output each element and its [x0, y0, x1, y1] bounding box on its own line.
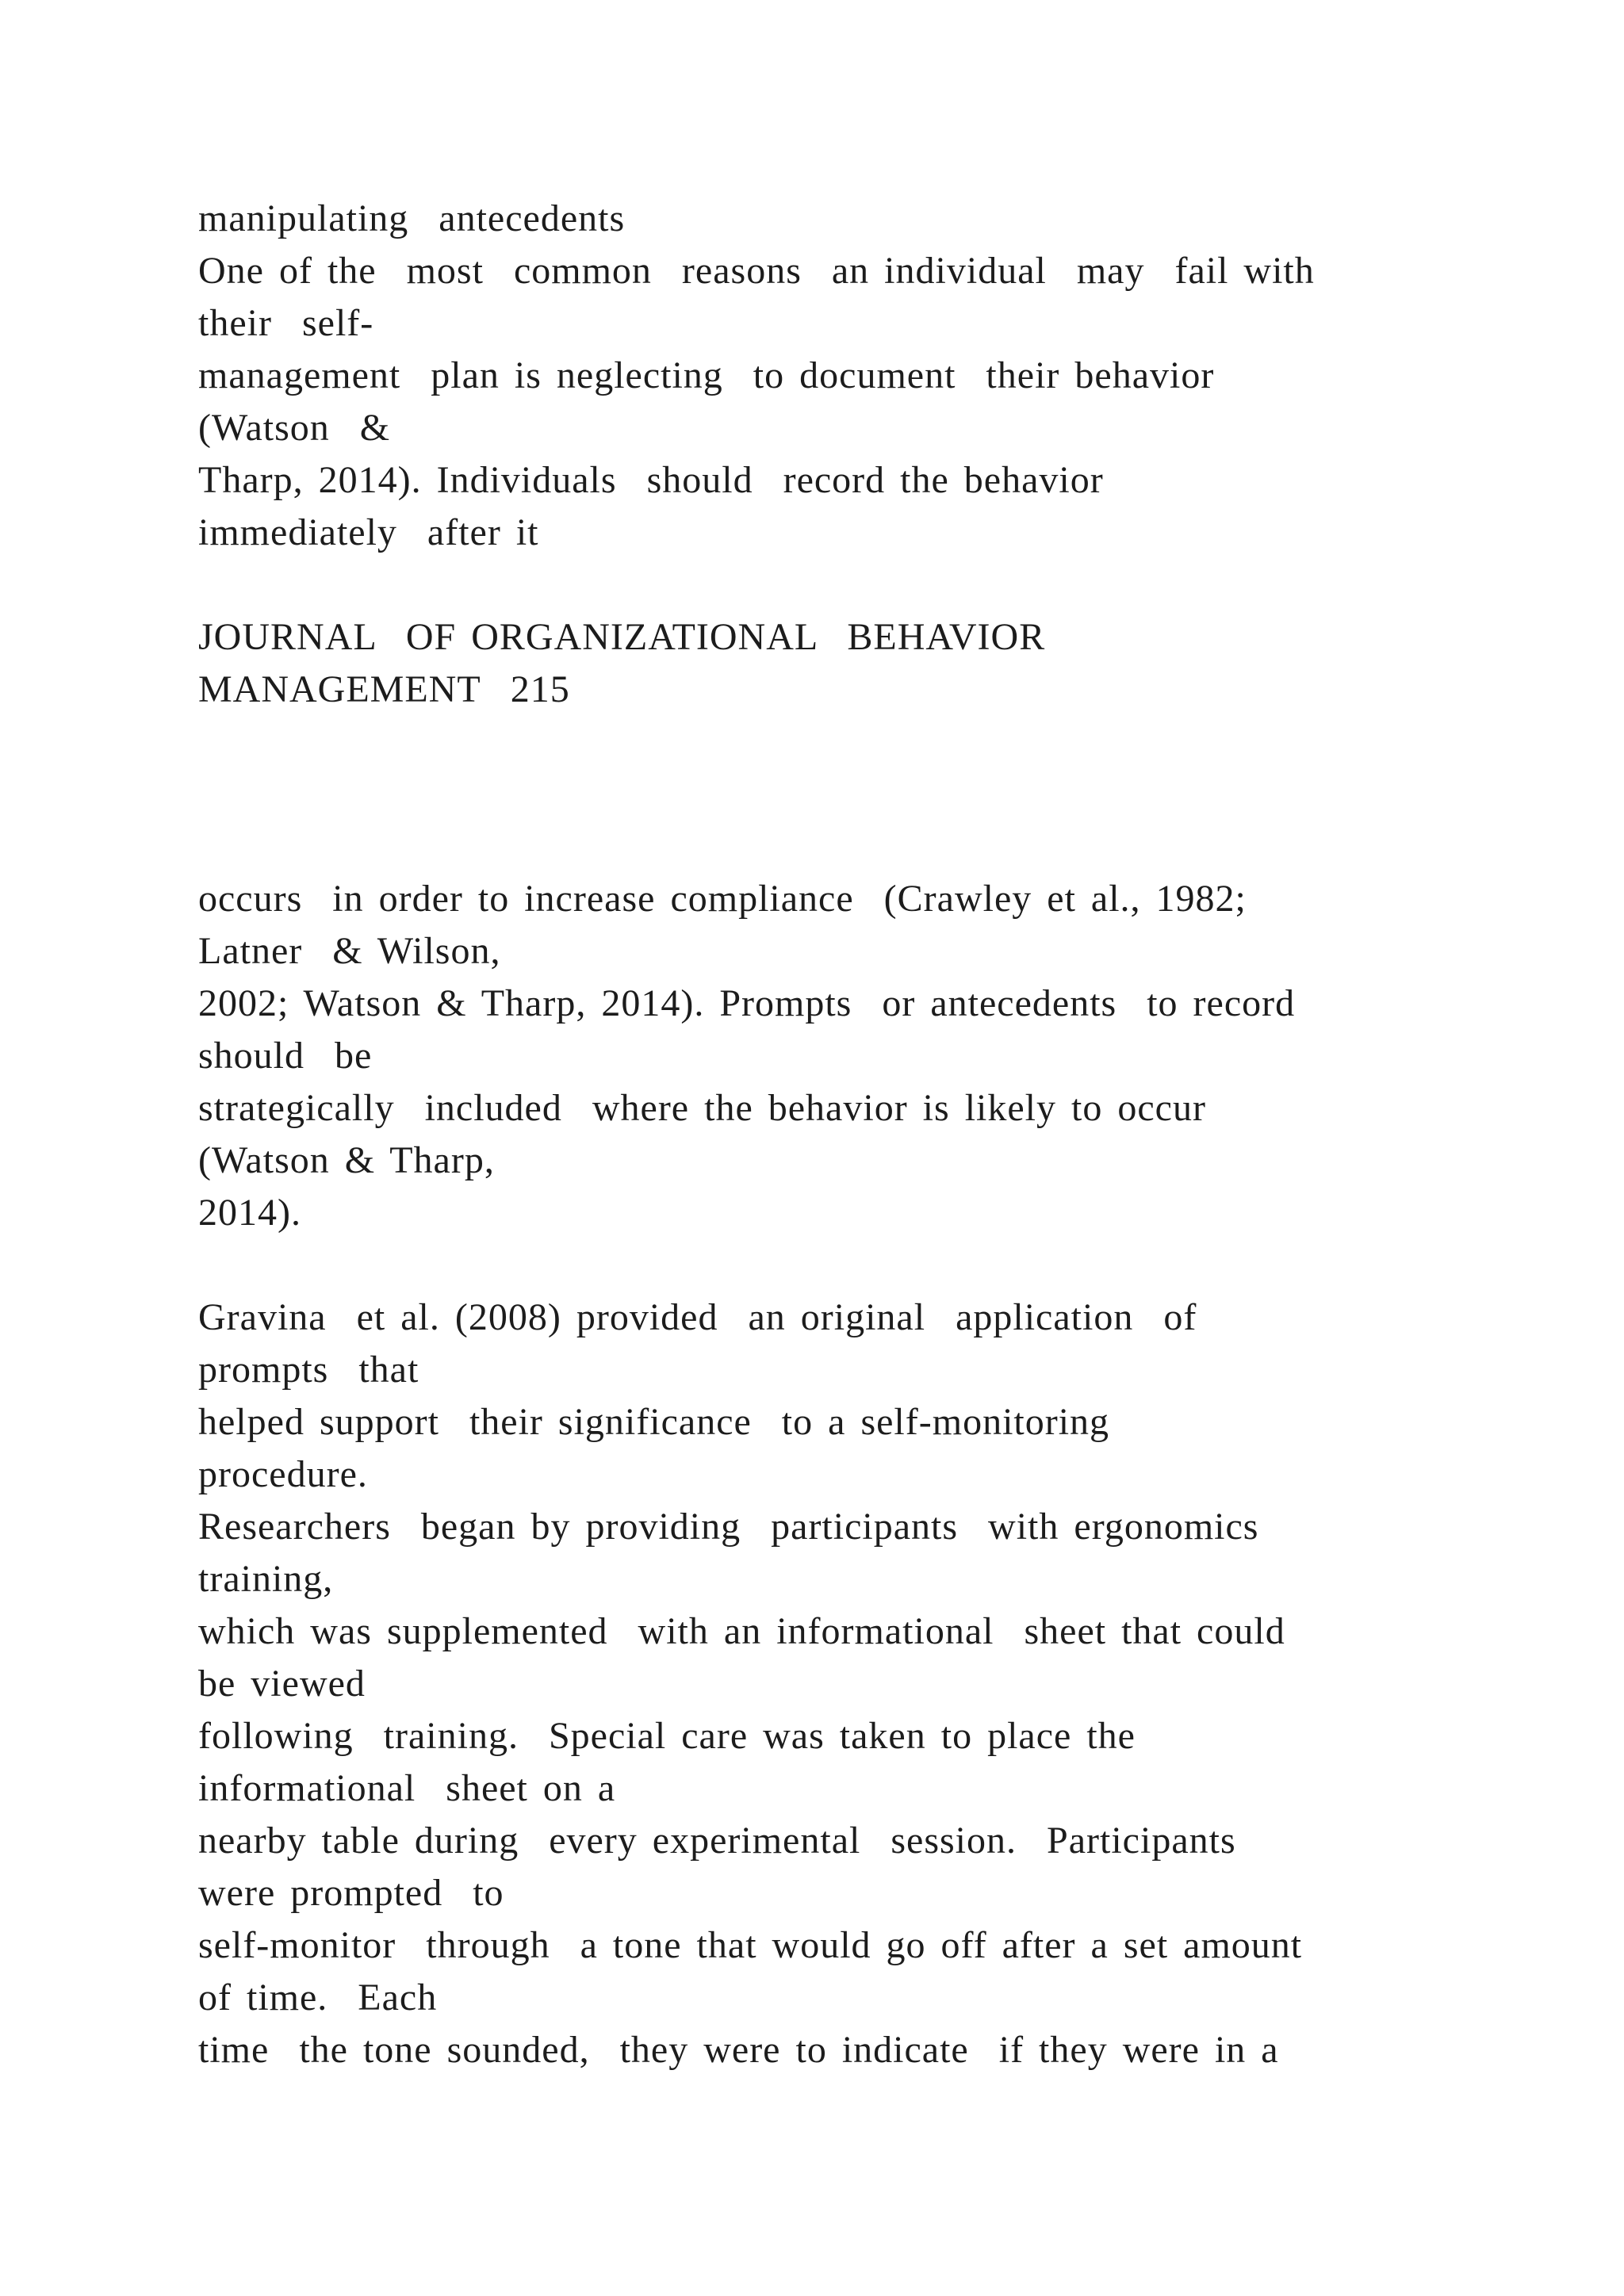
- text-line: 2002; Watson & Tharp, 2014). Prompts or antecedents to record: [198, 982, 1296, 1024]
- text-line: Gravina et al. (2008) provided an original application of: [198, 1296, 1197, 1338]
- text-line: immediately after it: [198, 511, 539, 553]
- text-line: helped support their significance to a self-monitoring: [198, 1401, 1110, 1443]
- text-line: their self-: [198, 302, 374, 344]
- text-line: informational sheet on a: [198, 1767, 616, 1809]
- spacer: [198, 559, 1499, 611]
- text-line: Latner & Wilson,: [198, 930, 501, 972]
- text-line: be viewed: [198, 1663, 366, 1705]
- text-line: prompts that: [198, 1349, 419, 1391]
- paragraph-occurs-in-order: [198, 873, 1499, 1239]
- text-line: (Watson &: [198, 407, 391, 449]
- text-line: Researchers began by providing participants with ergonomics: [198, 1506, 1259, 1548]
- running-header: [198, 611, 1499, 716]
- text-line: should be: [198, 1035, 373, 1077]
- text-line: One of the most common reasons an individual may fail with: [198, 250, 1315, 292]
- text-line: (Watson & Tharp,: [198, 1139, 495, 1181]
- journal-header-line: JOURNAL OF ORGANIZATIONAL BEHAVIOR: [198, 616, 1046, 658]
- text-line: management plan is neglecting to document their behavior: [198, 354, 1215, 396]
- document-page: [198, 193, 1499, 2076]
- text-line: training,: [198, 1558, 334, 1600]
- text-line: 2014).: [198, 1192, 301, 1234]
- journal-header-line: MANAGEMENT 215: [198, 668, 570, 710]
- text-line: of time. Each: [198, 1976, 438, 2019]
- text-line: manipulating antecedents: [198, 197, 626, 239]
- text-line: following training. Special care was taken to place the: [198, 1715, 1136, 1757]
- text-line: occurs in order to increase compliance (Crawley et al., 1982;: [198, 878, 1247, 920]
- text-line: which was supplemented with an informational sheet that could: [198, 1610, 1285, 1652]
- paragraph-gravina: [198, 1292, 1499, 2076]
- text-line: procedure.: [198, 1453, 368, 1495]
- paragraph-manipulating-antecedents: [198, 193, 1499, 559]
- spacer: [198, 1239, 1499, 1292]
- text-line: self-monitor through a tone that would go off after a set amount: [198, 1924, 1303, 1966]
- text-line: nearby table during every experimental session. Participants: [198, 1820, 1236, 1862]
- text-line: Tharp, 2014). Individuals should record the behavior: [198, 459, 1104, 501]
- text-line: strategically included where the behavior is likely to occur: [198, 1087, 1206, 1129]
- page-break-spacer: [198, 716, 1499, 873]
- text-line: were prompted to: [198, 1872, 504, 1914]
- text-line: time the tone sounded, they were to indicate if they were in a: [198, 2029, 1279, 2071]
